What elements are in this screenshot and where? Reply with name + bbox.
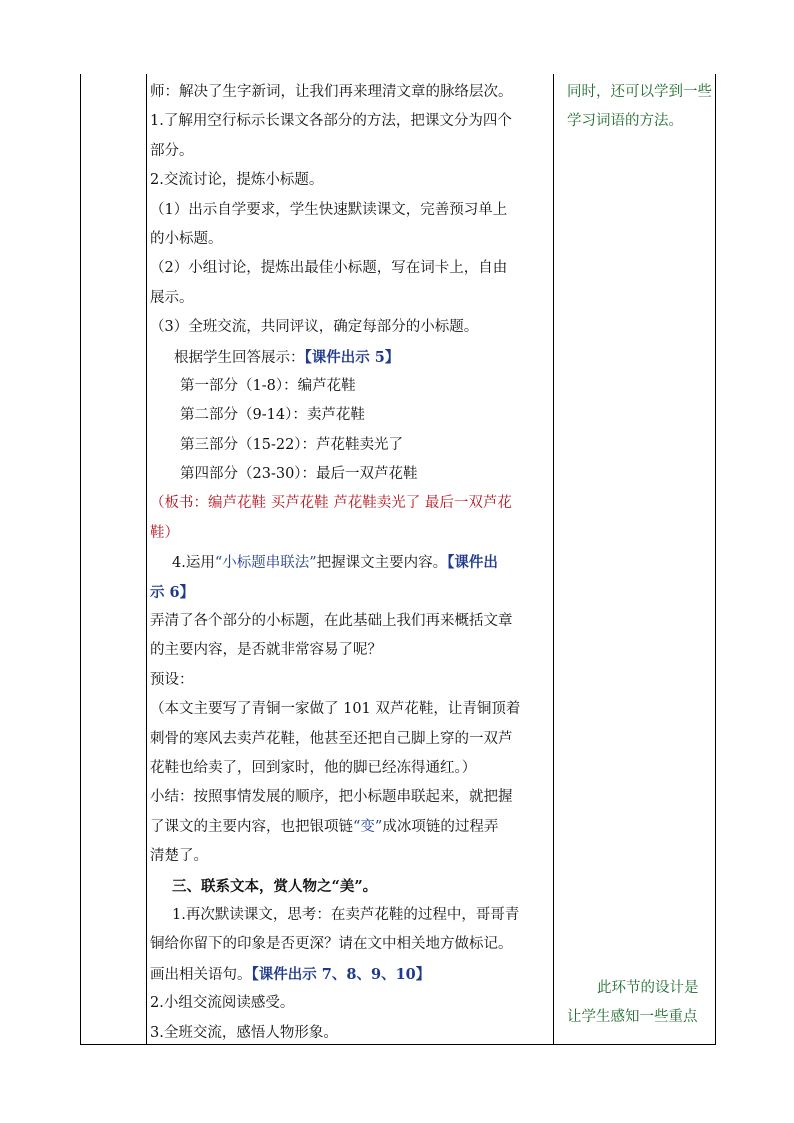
text-run: 鞋） [150,524,179,541]
text-run: 第三部分（15-22）：芦花鞋卖光了 [180,436,404,453]
text-run: 预设： [150,671,194,688]
text-line [150,666,554,695]
text-run: 【课件出示 5】 [304,348,400,366]
text-run: 1.再次默读课文，思考：在卖芦花鞋的过程中，哥哥青 [172,906,520,923]
text-line [150,725,554,754]
text-run: （2）小组讨论，提炼出最佳小标题，写在词卡上，自由 [150,260,508,277]
text-line [150,460,554,489]
text-line [150,901,554,930]
text-run: 师：解决了生字新词，让我们再来理清文章的脉络层次。 [150,84,513,100]
text-line [150,1019,554,1048]
text-line [150,636,554,665]
text-line [150,313,554,342]
note-line: 此环节的设计是 [597,980,699,996]
text-run: 成冰项链的过程弄 [382,818,499,835]
text-line [150,107,554,136]
text-run: 铜给你留下的印象是否更深？请在文中相关地方做标记。 [150,936,513,953]
text-run: （3）全班交流，共同评议，确定每部分的小标题。 [150,319,479,336]
text-line [150,989,554,1018]
text-run: 部分。 [150,142,194,159]
design-notes-column [559,78,713,1026]
text-run: 画出相关语句。 [150,966,252,983]
text-run: 三、联系文本，赏人物之“美”。 [172,877,378,895]
text-run: 小结：按照事情发展的顺序，把小标题串联起来，就把握 [150,789,513,806]
text-run: 弄清了各个部分的小标题，在此基础上我们再来概括文章 [150,613,513,630]
text-run: 刺骨的寒风去卖芦花鞋，他甚至还把自己脚上穿的一双芦 [150,730,513,747]
text-line [150,842,554,871]
text-line [150,78,554,107]
text-run: 第四部分（23-30）：最后一双芦花鞋 [180,466,418,483]
text-run: 1.了解用空行标示长课文各部分的方法，把课文分为四个 [150,113,512,130]
text-line [150,254,554,283]
text-run: 【课件出 [447,554,498,572]
text-run: 的主要内容，是否就非常容易了呢？ [150,642,382,659]
column-divider-left [146,74,147,1044]
text-run: 4.运用 [172,555,215,572]
text-run: 【课件出示 7、8、9、10】 [251,965,431,983]
text-line [150,196,554,225]
teaching-process-column [150,78,554,1048]
text-run: 展示。 [150,289,194,306]
text-run: “小标题串联法” [214,555,317,572]
text-line [150,225,554,254]
text-line [150,372,554,401]
text-run: （板书：编芦花鞋 买芦花鞋 芦花鞋卖光了 最后一双芦花 [150,495,512,512]
text-run: 的小标题。 [150,230,223,247]
note-line: 让学生感知一些重点 [567,1009,698,1026]
text-line [150,695,554,724]
text-line [150,783,554,812]
text-line [150,813,554,842]
text-run: 了课文的主要内容，也把银项链 [150,818,353,835]
text-run: “变” [353,818,383,835]
text-line [150,431,554,460]
text-run: 2.交流讨论，提炼小标题。 [150,172,324,189]
text-line [150,343,554,372]
text-run: （1）出示自学要求，学生快速默读课文，完善预习单上 [150,201,508,218]
text-run: 3.全班交流，感悟人物形象。 [150,1024,338,1041]
text-run: 清楚了。 [150,848,208,865]
text-line [150,137,554,166]
text-line [150,872,554,901]
text-run: 把握课文主要内容。 [316,555,448,572]
note-line: 同时，还可以学到一些 [567,84,712,100]
text-line [150,548,554,577]
text-line [150,960,554,989]
text-line [150,166,554,195]
text-run: （本文主要写了青铜一家做了 101 双芦花鞋，让青铜顶着 [150,701,521,718]
text-run: 花鞋也给卖了，回到家时，他的脚已经冻得通红。） [150,759,477,776]
text-line [150,401,554,430]
text-line [150,284,554,313]
text-run: 第一部分（1-8）：编芦花鞋 [180,377,356,394]
note-line: 学习词语的方法。 [567,113,683,130]
text-run: 2.小组交流阅读感受。 [150,995,295,1012]
text-line [150,607,554,636]
text-run: 示 6】 [150,583,195,601]
text-line [150,930,554,959]
text-line [150,519,554,548]
text-run: 第二部分（9-14）：卖芦花鞋 [180,407,365,424]
text-run: 根据学生回答展示： [174,349,305,366]
lesson-plan-table [80,74,716,1045]
text-line [150,754,554,783]
text-line [150,578,554,607]
text-line [150,489,554,518]
